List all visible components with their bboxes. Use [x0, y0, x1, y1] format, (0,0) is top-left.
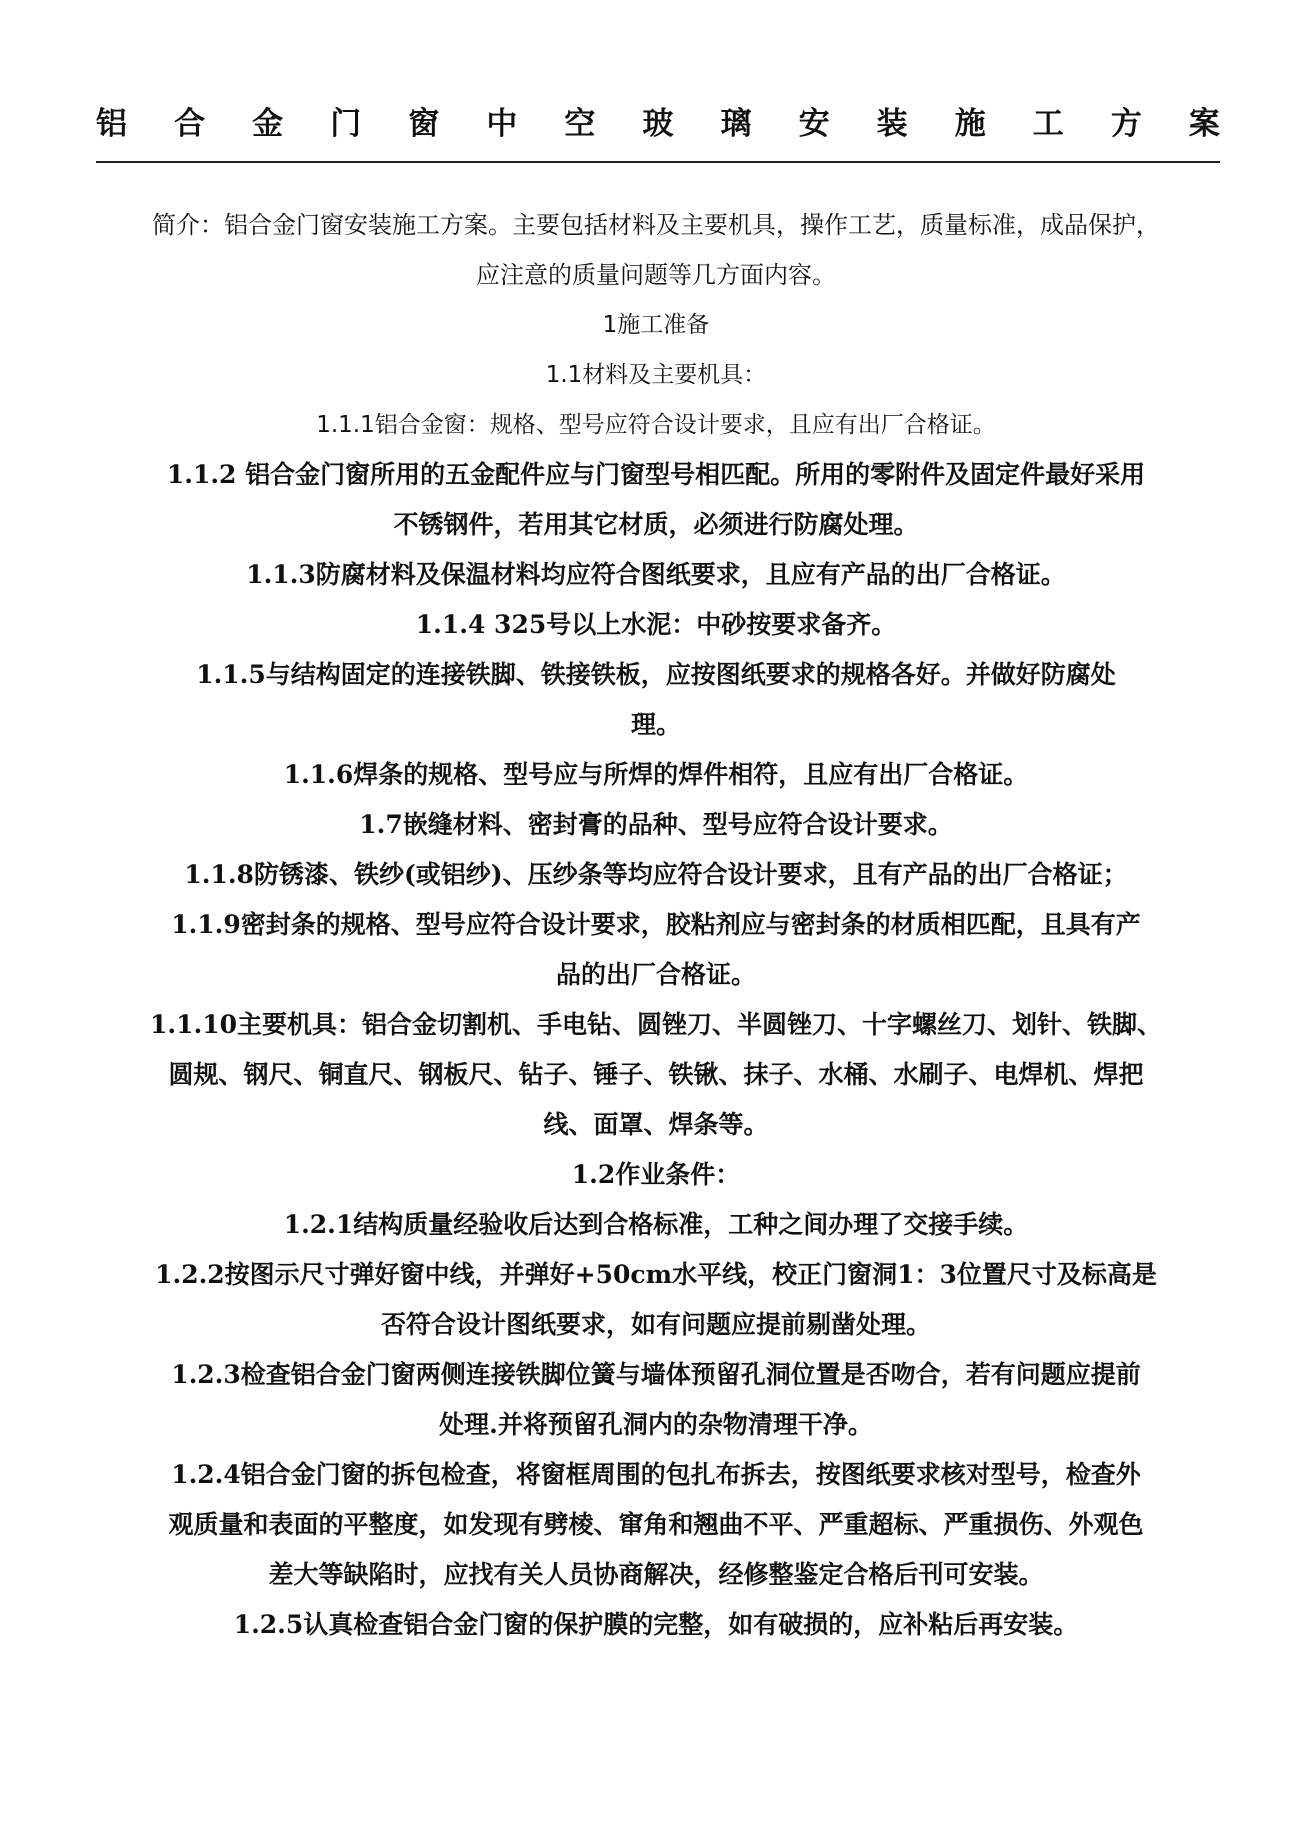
paragraph-line: 1.1.2 铝合金门窗所用的五金配件应与门窗型号相匹配。所用的零附件及固定件最好采用 — [166, 460, 1146, 489]
title-char: 装 — [876, 106, 908, 142]
title-char: 璃 — [720, 106, 752, 142]
paragraph-line: 1.1.1铝合金窗：规格、型号应符合设计要求，且应有出厂合格证。 — [316, 412, 996, 438]
paragraph — [92, 750, 1220, 800]
paragraph-line: 1.1.8防锈漆、铁纱(或铝纱)、压纱条等均应符合设计要求，且有产品的出厂合格证； — [184, 860, 1128, 889]
paragraph — [92, 1250, 1220, 1350]
paragraph — [92, 1200, 1220, 1250]
paragraph-line: 1.2作业条件： — [571, 1160, 741, 1189]
paragraph — [92, 400, 1220, 450]
paragraph — [92, 450, 1220, 550]
title-char: 玻 — [642, 106, 674, 142]
title-char: 中 — [486, 106, 518, 142]
paragraph-line: 观质量和表面的平整度，如发现有劈棱、窜角和翘曲不平、严重超标、严重损伤、外观色 — [168, 1510, 1144, 1539]
paragraph-line: 理。 — [630, 710, 681, 739]
title-char: 案 — [1188, 106, 1220, 142]
paragraph-line: 不锈钢件，若用其它材质，必须进行防腐处理。 — [393, 510, 919, 539]
title-char: 窗 — [408, 106, 440, 142]
paragraph — [92, 350, 1220, 400]
title-char: 合 — [174, 106, 206, 142]
title-char: 铝 — [96, 106, 127, 142]
paragraph — [92, 300, 1220, 350]
paragraph — [92, 1600, 1220, 1650]
paragraph-line: 1.1.3防腐材料及保温材料均应符合图纸要求，且应有产品的出厂合格证。 — [246, 560, 1066, 589]
paragraph — [92, 200, 1220, 300]
title-char: 工 — [1032, 106, 1064, 142]
paragraph-line: 1.1.10主要机具：铝合金切割机、手电钻、圆锉刀、半圆锉刀、十字螺丝刀、划针、铁脚、 — [150, 1010, 1162, 1039]
paragraph-line: 1施工准备 — [602, 312, 710, 338]
paragraph-line: 圆规、钢尺、铜直尺、钢板尺、钻子、锤子、铁锹、抹子、水桶、水刷子、电焊机、焊把 — [168, 1060, 1144, 1089]
paragraph-line: 1.1.5与结构固定的连接铁脚、铁接铁板，应按图纸要求的规格各好。并做好防腐处 — [196, 660, 1116, 689]
title-char: 方 — [1110, 106, 1142, 142]
paragraph-line: 1.2.1结构质量经验收后达到合格标准，工种之间办理了交接手续。 — [283, 1210, 1029, 1239]
paragraph-line: 1.2.2按图示尺寸弹好窗中线，并弹好+50cm水平线，校正门窗洞1：3位置尺寸及标高是 — [155, 1260, 1157, 1289]
paragraph-line: 品的出厂合格证。 — [555, 960, 756, 989]
paragraph — [92, 1000, 1220, 1150]
title-char: 门 — [330, 106, 362, 142]
title-char: 安 — [798, 106, 830, 142]
title-char: 施 — [954, 106, 986, 142]
title-char: 金 — [252, 106, 284, 142]
paragraph — [92, 1150, 1220, 1200]
paragraph-line: 1.2.5认真检查铝合金门窗的保护膜的完整，如有破损的，应补粘后再安装。 — [233, 1610, 1079, 1639]
paragraph — [92, 1450, 1220, 1600]
paragraph-line: 差大等缺陷时，应找有关人员协商解决，经修整鉴定合格后刊可安装。 — [268, 1560, 1044, 1589]
paragraph-line: 1.2.3检查铝合金门窗两侧连接铁脚位簧与墙体预留孔洞位置是否吻合，若有问题应提前 — [171, 1360, 1141, 1389]
paragraph — [92, 900, 1220, 1000]
paragraph-line: 否符合设计图纸要求，如有问题应提前剔凿处理。 — [380, 1310, 931, 1339]
paragraph-line: 1.1.9密封条的规格、型号应符合设计要求，胶粘剂应与密封条的材质相匹配，且具有产 — [171, 910, 1141, 939]
title-char: 空 — [564, 106, 596, 142]
paragraph — [92, 550, 1220, 600]
paragraph-line: 1.1.4 325号以上水泥：中砂按要求备齐。 — [415, 610, 897, 639]
paragraph — [92, 800, 1220, 850]
paragraph-line: 处理.并将预留孔洞内的杂物清理干净。 — [439, 1410, 873, 1439]
title-underline — [96, 161, 1220, 163]
paragraph-line: 1.7嵌缝材料、密封膏的品种、型号应符合设计要求。 — [359, 810, 953, 839]
paragraph — [92, 850, 1220, 900]
paragraph-line: 1.2.4铝合金门窗的拆包检查，将窗框周围的包扎布拆去，按图纸要求核对型号，检查外 — [171, 1460, 1141, 1489]
paragraph-line: 线、面罩、焊条等。 — [543, 1110, 769, 1139]
paragraph — [92, 650, 1220, 750]
document-title — [96, 104, 1220, 144]
paragraph — [92, 1350, 1220, 1450]
paragraph — [92, 600, 1220, 650]
paragraph-line: 简介：铝合金门窗安装施工方案。主要包括材料及主要机具，操作工艺，质量标准，成品保护， — [152, 211, 1160, 239]
document-body — [92, 200, 1220, 1650]
paragraph-line: 应注意的质量问题等几方面内容。 — [476, 261, 836, 289]
paragraph-line: 1.1材料及主要机具： — [545, 362, 767, 388]
paragraph-line: 1.1.6焊条的规格、型号应与所焊的焊件相符，且应有出厂合格证。 — [283, 760, 1029, 789]
